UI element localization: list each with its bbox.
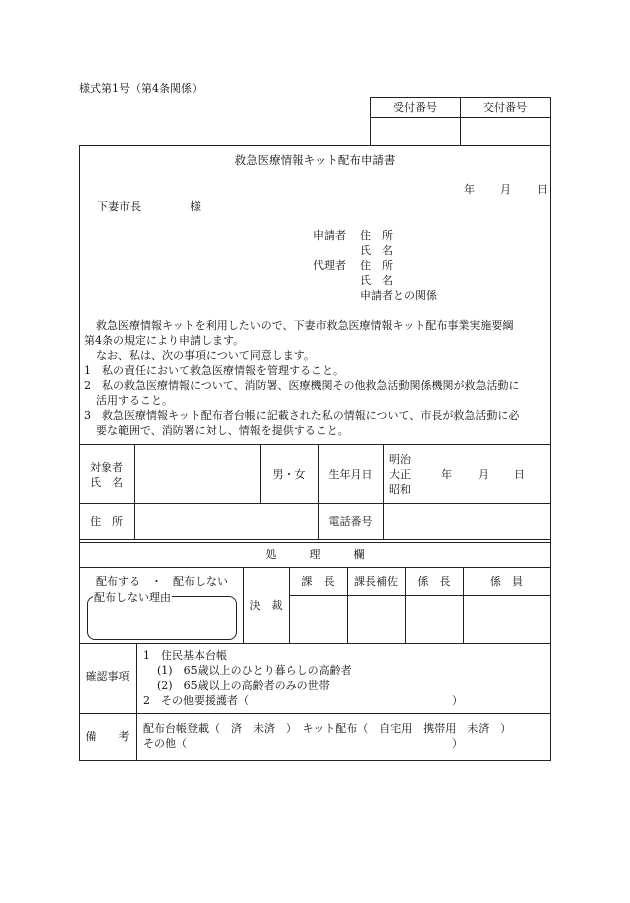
agent-address-label: 住 所 [360, 259, 393, 272]
delivery-number-label: 交付番号 [483, 101, 527, 114]
body-line: 第4条の規定により申請します。 [84, 334, 245, 347]
gender-choice[interactable]: 男・女 [272, 468, 306, 481]
birth-date-label: 生年月日 [328, 468, 373, 481]
confirmation-item-1-2[interactable]: (2) 65歳以上の高齢者のみの世帯 [157, 679, 330, 692]
delivery-number-field[interactable] [462, 119, 549, 144]
reception-number-label: 受付番号 [393, 101, 437, 114]
processing-title: 処 理 欄 [265, 548, 365, 561]
phone-field[interactable] [385, 505, 548, 537]
agent-name-label: 氏 名 [360, 274, 393, 287]
confirmation-item-1: 1 住民基本台帳 [143, 649, 227, 662]
body-line: 救急医療情報キットを利用したいので、下妻市救急医療情報キット配布事業実施要綱 [96, 319, 514, 332]
reception-number-field[interactable] [372, 119, 459, 144]
remarks-other-start[interactable]: その他（ [143, 737, 187, 750]
form-number: 様式第1号（第4条関係） [79, 82, 203, 95]
date-day: 日 [537, 183, 548, 196]
stamp-assistant-chief[interactable] [349, 597, 404, 642]
subject-label-line2: 氏 名 [90, 476, 123, 489]
stamp-unit-chief[interactable] [407, 597, 462, 642]
applicant-name-label: 氏 名 [360, 244, 393, 257]
body-line: なお、私は、次の事項について同意します。 [96, 349, 315, 362]
date-month: 月 [500, 183, 511, 196]
address-label: 住 所 [90, 515, 123, 528]
agent-label: 代理者 [313, 259, 346, 272]
role-section-chief: 課 長 [301, 575, 335, 588]
birth-day: 日 [514, 468, 525, 481]
consent-item-2: 2 私の救急医療情報について、消防署、医療機関その他救急活動関係機関が救急活動に [84, 379, 520, 392]
confirmation-item-2[interactable]: 2 その他要援護者（ [143, 694, 249, 707]
subject-name-field[interactable] [136, 446, 258, 501]
form-title: 救急医療情報キット配布申請書 [234, 153, 396, 167]
addressee: 下妻市長 [97, 200, 141, 213]
role-staff: 係 員 [490, 575, 523, 588]
confirmation-item-1-1[interactable]: (1) 65歳以上のひとり暮らしの高齢者 [157, 664, 352, 677]
date-year: 年 [464, 183, 475, 196]
era-showa[interactable]: 昭和 [389, 483, 411, 496]
consent-item-2-cont: 活用すること。 [96, 394, 173, 407]
remarks-other-end: ） [452, 737, 463, 750]
reason-label: 配布しない理由 [94, 591, 171, 604]
role-unit-chief: 係 長 [417, 575, 451, 588]
consent-item-3: 3 救急医療情報キット配布者台帳に記載された私の情報について、市長が救急活動に必 [84, 409, 520, 422]
distribute-choice[interactable]: 配布する ・ 配布しない [96, 575, 228, 588]
applicant-label: 申請者 [313, 229, 346, 242]
era-taisho[interactable]: 大正 [389, 468, 411, 481]
agent-relation-label: 申請者との関係 [360, 289, 437, 302]
address-field[interactable] [136, 505, 316, 537]
consent-item-1: 1 私の責任において救急医療情報を管理すること。 [84, 364, 344, 377]
applicant-address-label: 住 所 [360, 229, 393, 242]
role-assistant-chief: 課長補佐 [354, 575, 398, 588]
stamp-section-chief[interactable] [291, 597, 346, 642]
honorific: 様 [190, 200, 201, 213]
consent-item-3-cont: 要な範囲で、消防署に対し、情報を提供すること。 [96, 424, 349, 437]
phone-label: 電話番号 [328, 515, 373, 528]
era-meiji[interactable]: 明治 [389, 453, 411, 466]
stamp-staff[interactable] [465, 597, 549, 642]
confirmation-label: 確認事項 [85, 670, 130, 683]
birth-month: 月 [478, 468, 489, 481]
remarks-label: 備 考 [85, 730, 130, 743]
remarks-line-1[interactable]: 配布台帳登載（ 済 未済 ） キット配布（ 自宅用 携帯用 未済 ） [143, 722, 512, 735]
decision-label: 決 裁 [249, 599, 283, 612]
confirmation-item-2-close: ） [452, 694, 463, 707]
subject-label-line1: 対象者 [90, 461, 123, 474]
birth-year: 年 [441, 468, 452, 481]
